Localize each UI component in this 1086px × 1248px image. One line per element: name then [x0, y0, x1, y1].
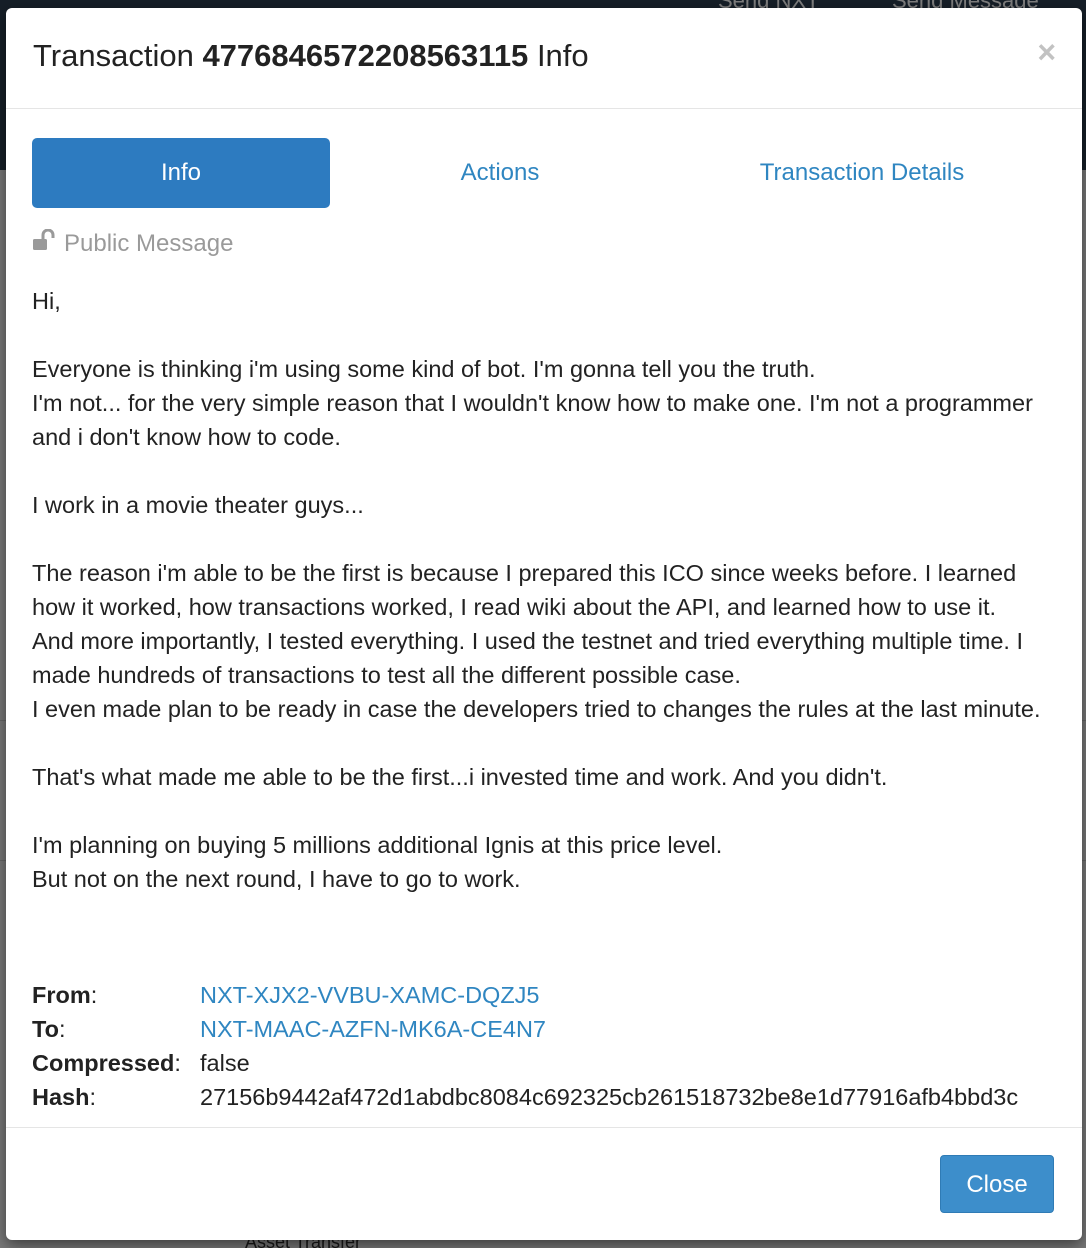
message-line: But not on the next round, I have to go to work.	[32, 866, 521, 892]
tab-bar	[32, 138, 1062, 208]
transaction-info-modal	[6, 8, 1082, 1240]
message-line: The reason i'm able to be the first is because I prepared this ICO since weeks before. I learned how it worked, how transactions worked, I read wiki about the API, and learned how to use it.	[32, 560, 1017, 620]
close-icon[interactable]: ×	[1037, 34, 1056, 70]
from-account-link[interactable]: NXT-XJX2-VVBU-XAMC-DQZJ5	[200, 982, 540, 1008]
message-line: And more importantly, I tested everything. I used the testnet and tried everything multiple time. I made hundreds of transactions to test all the different possible case.	[32, 628, 1023, 688]
modal-header	[6, 8, 1082, 109]
public-message-label: Public Message	[64, 229, 234, 257]
title-prefix: Transaction	[33, 38, 194, 73]
message-line: Hi,	[32, 288, 61, 314]
meta-row-compressed: Compressed: false	[32, 1046, 1082, 1080]
modal-body	[6, 109, 1082, 1127]
meta-row-hash: Hash: 27156b9442af472d1abdbc8084c692325cb261518732be8e1d77916afb4bbd3c	[32, 1080, 1082, 1114]
transaction-meta	[32, 978, 1082, 1114]
compressed-value: false	[200, 1050, 250, 1076]
title-suffix: Info	[536, 38, 589, 73]
meta-row-to: To: NXT-MAAC-AZFN-MK6A-CE4N7	[32, 1012, 1082, 1046]
tab-info[interactable]: Info	[32, 138, 330, 208]
public-message-header	[32, 229, 233, 258]
message-line: I even made plan to be ready in case the developers tried to changes the rules at the last minute.	[32, 696, 1041, 722]
from-label: From	[32, 982, 91, 1008]
tab-actions[interactable]: Actions	[460, 159, 540, 186]
hash-label: Hash	[32, 1084, 90, 1110]
message-line: I'm planning on buying 5 millions additional Ignis at this price level.	[32, 832, 723, 858]
message-line: I'm not... for the very simple reason that I wouldn't know how to make one. I'm not a programmer and i don't know how to code.	[32, 390, 1033, 450]
to-account-link[interactable]: NXT-MAAC-AZFN-MK6A-CE4N7	[200, 1016, 547, 1042]
modal-title	[33, 38, 589, 74]
unlock-icon	[32, 229, 64, 258]
modal-footer	[6, 1127, 1082, 1240]
message-line: Everyone is thinking i'm using some kind of bot. I'm gonna tell you the truth.	[32, 356, 816, 382]
close-button[interactable]: Close	[940, 1155, 1054, 1213]
message-line: That's what made me able to be the first...i invested time and work. And you didn't.	[32, 764, 888, 790]
compressed-label: Compressed	[32, 1050, 175, 1076]
meta-row-from: From: NXT-XJX2-VVBU-XAMC-DQZJ5	[32, 978, 1082, 1012]
tab-transaction-details[interactable]: Transaction Details	[759, 159, 965, 186]
to-label: To	[32, 1016, 59, 1042]
message-line: I work in a movie theater guys...	[32, 492, 364, 518]
message-content	[32, 284, 1042, 896]
hash-value: 27156b9442af472d1abdbc8084c692325cb261518732be8e1d77916afb4bbd3c	[200, 1084, 1019, 1110]
transaction-id: 4776846572208563115	[202, 38, 529, 73]
